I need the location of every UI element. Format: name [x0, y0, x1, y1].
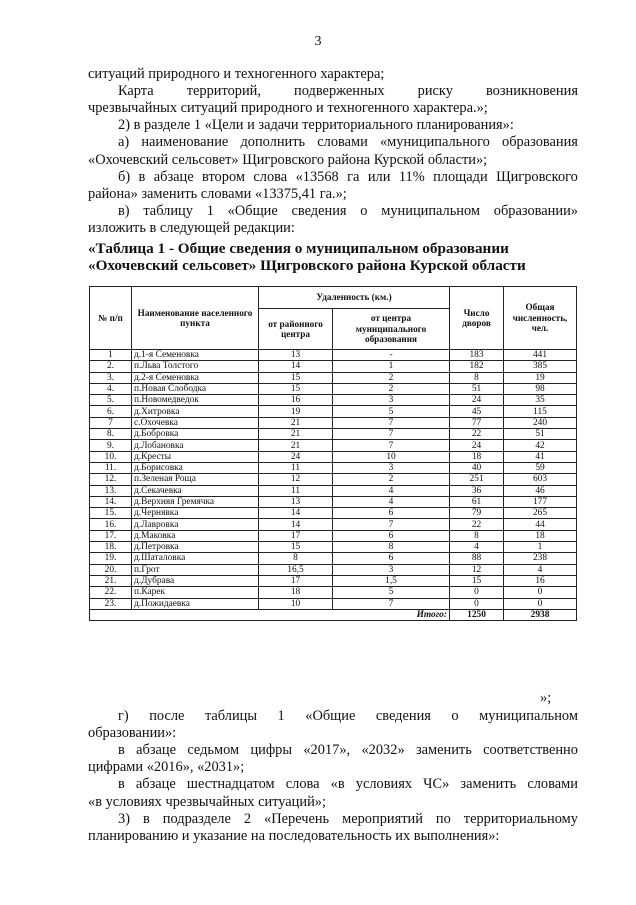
cell-name: д.Кресты: [132, 451, 259, 462]
cell-population: 51: [504, 429, 577, 440]
cell-num: 8.: [90, 429, 132, 440]
cell-from-municipal: 4: [333, 496, 450, 507]
text-word: седьмом: [187, 742, 240, 759]
table-row: [90, 519, 577, 530]
cell-from-municipal: 7: [333, 429, 450, 440]
cell-from-district: 21: [259, 429, 333, 440]
text-word: в: [142, 810, 150, 827]
cell-yards: 22: [450, 429, 504, 440]
cell-from-municipal: 6: [333, 553, 450, 564]
cell-from-district: 16,5: [259, 564, 333, 575]
cell-yards: 24: [450, 395, 504, 406]
cell-yards: 40: [450, 462, 504, 473]
text-word: дополнить: [240, 134, 306, 151]
cell-from-district: 11: [259, 462, 333, 473]
cell-name: д.Дубрава: [132, 575, 259, 586]
cell-population: 59: [504, 462, 577, 473]
text-word: 1: [277, 708, 285, 724]
cell-population: 265: [504, 508, 577, 519]
text-line: [118, 811, 578, 828]
table-row: [90, 406, 577, 417]
text-line: [118, 83, 578, 100]
header-yards: Число дворов: [450, 287, 504, 350]
text-word: 1: [206, 202, 214, 219]
text-word: риску: [417, 83, 453, 100]
table-row: [90, 496, 577, 507]
cell-from-district: 11: [259, 485, 333, 496]
cell-from-municipal: 7: [333, 417, 450, 428]
total-label: Итого:: [90, 609, 450, 620]
table-row: [90, 395, 577, 406]
cell-num: 10.: [90, 451, 132, 462]
text-word: ЧС»: [423, 776, 450, 793]
text-line: ситуаций природного и техногенного характера;: [88, 66, 385, 82]
text-word: мероприятий: [342, 810, 423, 827]
table-row: [90, 474, 577, 485]
cell-from-district: 24: [259, 451, 333, 462]
text-word: цифры: [250, 742, 293, 759]
text-line: «Охочевский сельсовет» Щигровского района Курской области»;: [88, 151, 488, 168]
cell-num: 23.: [90, 598, 132, 609]
cell-population: 177: [504, 496, 577, 507]
cell-population: 42: [504, 440, 577, 451]
cell-from-district: 15: [259, 542, 333, 553]
cell-num: 22.: [90, 587, 132, 598]
text-line: [118, 169, 578, 186]
cell-num: 2.: [90, 361, 132, 372]
text-word: по: [435, 810, 451, 827]
text-word: о: [451, 708, 459, 724]
cell-population: 238: [504, 553, 577, 564]
table-row: [90, 530, 577, 541]
cell-num: 19.: [90, 553, 132, 564]
cell-num: 9.: [90, 440, 132, 451]
cell-yards: 0: [450, 598, 504, 609]
table-row: [90, 361, 577, 372]
text-word: слова: [285, 776, 320, 793]
cell-from-district: 19: [259, 406, 333, 417]
text-line: [118, 203, 578, 220]
text-word: после: [149, 708, 185, 724]
text-word: о: [360, 202, 368, 219]
cell-yards: 251: [450, 474, 504, 485]
cell-yards: 51: [450, 383, 504, 394]
text-word: в: [118, 776, 125, 793]
cell-from-municipal: 8: [333, 542, 450, 553]
text-line: планированию и указание на последовательность их выполнения»:: [88, 827, 500, 844]
text-word: «2017»,: [303, 742, 351, 759]
table-row: [90, 440, 577, 451]
table-row: [90, 372, 577, 383]
header-from-municipal: от центра муниципального образования: [333, 309, 450, 350]
text-line: «в условиях чрезвычайных ситуаций»;: [88, 793, 326, 810]
cell-num: 14.: [90, 496, 132, 507]
table-row: [90, 553, 577, 564]
cell-name: д.1-я Семеновка: [132, 350, 259, 361]
cell-yards: 8: [450, 530, 504, 541]
cell-from-district: 13: [259, 350, 333, 361]
cell-population: 0: [504, 598, 577, 609]
text-line: изложить в следующей редакции:: [88, 219, 295, 236]
text-line: чрезвычайных ситуаций природного и техногенного характера.»;: [88, 100, 488, 117]
table-row: [90, 508, 577, 519]
text-word: «в: [330, 776, 345, 793]
cell-num: 17.: [90, 530, 132, 541]
cell-from-municipal: 1,5: [333, 575, 450, 586]
cell-name: д.Петровка: [132, 542, 259, 553]
text-line: [118, 776, 578, 793]
cell-from-municipal: 4: [333, 485, 450, 496]
cell-from-municipal: 7: [333, 519, 450, 530]
cell-name: д.Пожидаевка: [132, 598, 259, 609]
cell-from-district: 21: [259, 417, 333, 428]
cell-population: 35: [504, 395, 577, 406]
text-word: б): [118, 168, 131, 185]
cell-name: п.Новомедведок: [132, 395, 259, 406]
table-row: [90, 575, 577, 586]
cell-yards: 24: [450, 440, 504, 451]
header-distance: Удаленность (км.): [259, 287, 450, 309]
cell-yards: 15: [450, 575, 504, 586]
cell-name: д.Бобровка: [132, 429, 259, 440]
cell-from-municipal: 6: [333, 508, 450, 519]
text-word: в): [118, 202, 130, 219]
text-word: 11%: [398, 168, 425, 185]
cell-from-district: 17: [259, 530, 333, 541]
cell-population: 18: [504, 530, 577, 541]
text-word: «2032»: [361, 742, 405, 759]
cell-from-municipal: 3: [333, 462, 450, 473]
table-row: [90, 417, 577, 428]
cell-num: 21.: [90, 575, 132, 586]
text-word: «муниципального: [379, 134, 490, 151]
text-word: словами: [317, 134, 368, 151]
cell-num: 3.: [90, 372, 132, 383]
cell-population: 115: [504, 406, 577, 417]
cell-from-municipal: 5: [333, 587, 450, 598]
cell-yards: 45: [450, 406, 504, 417]
text-word: «Перечень: [264, 810, 330, 827]
cell-yards: 183: [450, 350, 504, 361]
cell-population: 41: [504, 451, 577, 462]
cell-population: 44: [504, 519, 577, 530]
text-word: наименование: [141, 134, 229, 151]
cell-yards: 4: [450, 542, 504, 553]
text-word: га: [347, 168, 360, 185]
cell-name: д.Шаталовка: [132, 553, 259, 564]
cell-name: с.Охочевка: [132, 417, 259, 428]
text-word: образовании»: [493, 202, 578, 219]
cell-population: 441: [504, 350, 577, 361]
cell-num: 15.: [90, 508, 132, 519]
table-row: [90, 564, 577, 575]
cell-from-district: 8: [259, 553, 333, 564]
cell-from-municipal: 2: [333, 372, 450, 383]
cell-from-district: 13: [259, 496, 333, 507]
text-word: а): [118, 134, 130, 151]
text-word: соответственно: [483, 742, 578, 759]
header-from-district: от районного центра: [259, 309, 333, 350]
cell-from-district: 12: [259, 474, 333, 485]
text-word: возникновения: [485, 83, 578, 100]
page-number: 3: [314, 34, 322, 49]
cell-num: 12.: [90, 474, 132, 485]
cell-from-municipal: 7: [333, 440, 450, 451]
cell-yards: 88: [450, 553, 504, 564]
cell-population: 240: [504, 417, 577, 428]
cell-name: д.Борисовка: [132, 462, 259, 473]
cell-from-municipal: 2: [333, 383, 450, 394]
text-word: таблицу: [143, 202, 193, 219]
text-word: сведения: [291, 202, 347, 219]
text-word: «Общие: [227, 202, 278, 219]
table-title-line-2: «Охочевский сельсовет» Щигровского района Курской области: [88, 257, 526, 274]
cell-num: 4.: [90, 383, 132, 394]
text-word: таблицы: [204, 708, 258, 724]
text-word: подверженных: [294, 83, 385, 100]
cell-from-municipal: 3: [333, 564, 450, 575]
cell-yards: 8: [450, 372, 504, 383]
text-word: или: [367, 168, 391, 185]
cell-from-district: 14: [259, 361, 333, 372]
cell-population: 603: [504, 474, 577, 485]
text-word: 2: [243, 810, 252, 827]
header-population: Общая численность, чел.: [504, 287, 577, 350]
header-num: № п/п: [90, 287, 132, 350]
text-word: заменить: [415, 742, 472, 759]
table-row: [90, 429, 577, 440]
text-word: муниципальном: [479, 708, 578, 724]
cell-yards: 22: [450, 519, 504, 530]
cell-name: д.2-я Семеновка: [132, 372, 259, 383]
text-word: «13568: [295, 168, 339, 185]
total-yards: 1250: [450, 609, 504, 620]
table-row: [90, 587, 577, 598]
table-row: [90, 598, 577, 609]
cell-num: 18.: [90, 542, 132, 553]
text-line: [118, 742, 578, 759]
cell-population: 46: [504, 485, 577, 496]
cell-num: 13.: [90, 485, 132, 496]
text-word: Карта: [118, 83, 154, 100]
cell-yards: 79: [450, 508, 504, 519]
text-word: абзаце: [136, 742, 176, 759]
cell-from-municipal: 3: [333, 395, 450, 406]
text-word: в: [138, 168, 146, 185]
text-word: г): [118, 708, 129, 724]
cell-name: п.Новая Слободка: [132, 383, 259, 394]
text-word: образования: [502, 134, 578, 151]
cell-yards: 18: [450, 451, 504, 462]
text-word: словами: [527, 776, 578, 793]
cell-name: п.Грот: [132, 564, 259, 575]
cell-yards: 182: [450, 361, 504, 372]
text-line: [118, 708, 578, 725]
table-row: [90, 542, 577, 553]
cell-from-district: 16: [259, 395, 333, 406]
cell-name: д.Лавровка: [132, 519, 259, 530]
text-word: сведения: [375, 708, 431, 724]
text-word: абзаце: [135, 776, 176, 793]
cell-name: д.Верхняя Гремячка: [132, 496, 259, 507]
cell-from-district: 18: [259, 587, 333, 598]
text-word: условиях: [355, 776, 413, 793]
table-row: [90, 462, 577, 473]
text-line: района» заменить словами «13375,41 га.»;: [88, 185, 347, 202]
text-word: втором: [202, 168, 245, 185]
cell-population: 1: [504, 542, 577, 553]
text-word: 3): [118, 810, 130, 827]
closing-quote: »;: [540, 690, 552, 706]
cell-from-municipal: 2: [333, 474, 450, 485]
cell-from-municipal: 6: [333, 530, 450, 541]
cell-yards: 0: [450, 587, 504, 598]
cell-from-district: 14: [259, 508, 333, 519]
text-line: образовании»:: [88, 725, 177, 742]
total-population: 2938: [504, 609, 577, 620]
text-word: территорий,: [186, 83, 261, 100]
cell-yards: 61: [450, 496, 504, 507]
table-row: [90, 485, 577, 496]
cell-from-municipal: 5: [333, 406, 450, 417]
cell-num: 6.: [90, 406, 132, 417]
text-word: «Общие: [305, 708, 356, 724]
cell-from-district: 21: [259, 440, 333, 451]
cell-name: д.Секачевка: [132, 485, 259, 496]
cell-population: 385: [504, 361, 577, 372]
cell-population: 16: [504, 575, 577, 586]
cell-yards: 12: [450, 564, 504, 575]
cell-num: 5.: [90, 395, 132, 406]
text-word: в: [118, 742, 125, 759]
table-row: [90, 451, 577, 462]
cell-population: 19: [504, 372, 577, 383]
text-word: абзаце: [153, 168, 194, 185]
text-line: 2) в разделе 1 «Цели и задачи территориального планирования»:: [118, 117, 514, 134]
cell-name: п.Льва Толстого: [132, 361, 259, 372]
table-body: [90, 350, 577, 610]
text-word: слова: [253, 168, 288, 185]
cell-yards: 36: [450, 485, 504, 496]
table-row: [90, 383, 577, 394]
text-word: площади: [433, 168, 488, 185]
header-name: Наименование населенного пункта: [132, 287, 259, 350]
cell-from-municipal: 7: [333, 598, 450, 609]
cell-num: 20.: [90, 564, 132, 575]
cell-num: 11.: [90, 462, 132, 473]
cell-num: 7: [90, 417, 132, 428]
text-line: цифрами «2016», «2031»;: [88, 759, 245, 776]
text-word: заменить: [460, 776, 517, 793]
table-row: [90, 350, 577, 361]
text-word: территориальному: [463, 810, 578, 827]
text-word: муниципальном: [381, 202, 481, 219]
cell-num: 1: [90, 350, 132, 361]
cell-population: 0: [504, 587, 577, 598]
text-word: шестнадцатом: [186, 776, 275, 793]
text-word: Щигровского: [496, 168, 578, 185]
cell-name: д.Маковка: [132, 530, 259, 541]
cell-from-municipal: 1: [333, 361, 450, 372]
settlements-table: [89, 286, 577, 621]
cell-name: д.Лобановка: [132, 440, 259, 451]
cell-population: 4: [504, 564, 577, 575]
cell-from-district: 15: [259, 383, 333, 394]
cell-from-municipal: -: [333, 350, 450, 361]
cell-num: 16.: [90, 519, 132, 530]
cell-name: д.Чернявка: [132, 508, 259, 519]
cell-name: п.Зеленая Роща: [132, 474, 259, 485]
cell-from-district: 10: [259, 598, 333, 609]
cell-from-district: 17: [259, 575, 333, 586]
cell-population: 98: [504, 383, 577, 394]
text-line: [118, 134, 578, 151]
cell-from-district: 15: [259, 372, 333, 383]
text-word: подразделе: [162, 810, 231, 827]
cell-name: п.Карек: [132, 587, 259, 598]
cell-from-municipal: 10: [333, 451, 450, 462]
cell-from-district: 14: [259, 519, 333, 530]
cell-name: д.Хитровка: [132, 406, 259, 417]
table-title-line-1: «Таблица 1 - Общие сведения о муниципальном образовании: [88, 240, 509, 257]
cell-yards: 77: [450, 417, 504, 428]
